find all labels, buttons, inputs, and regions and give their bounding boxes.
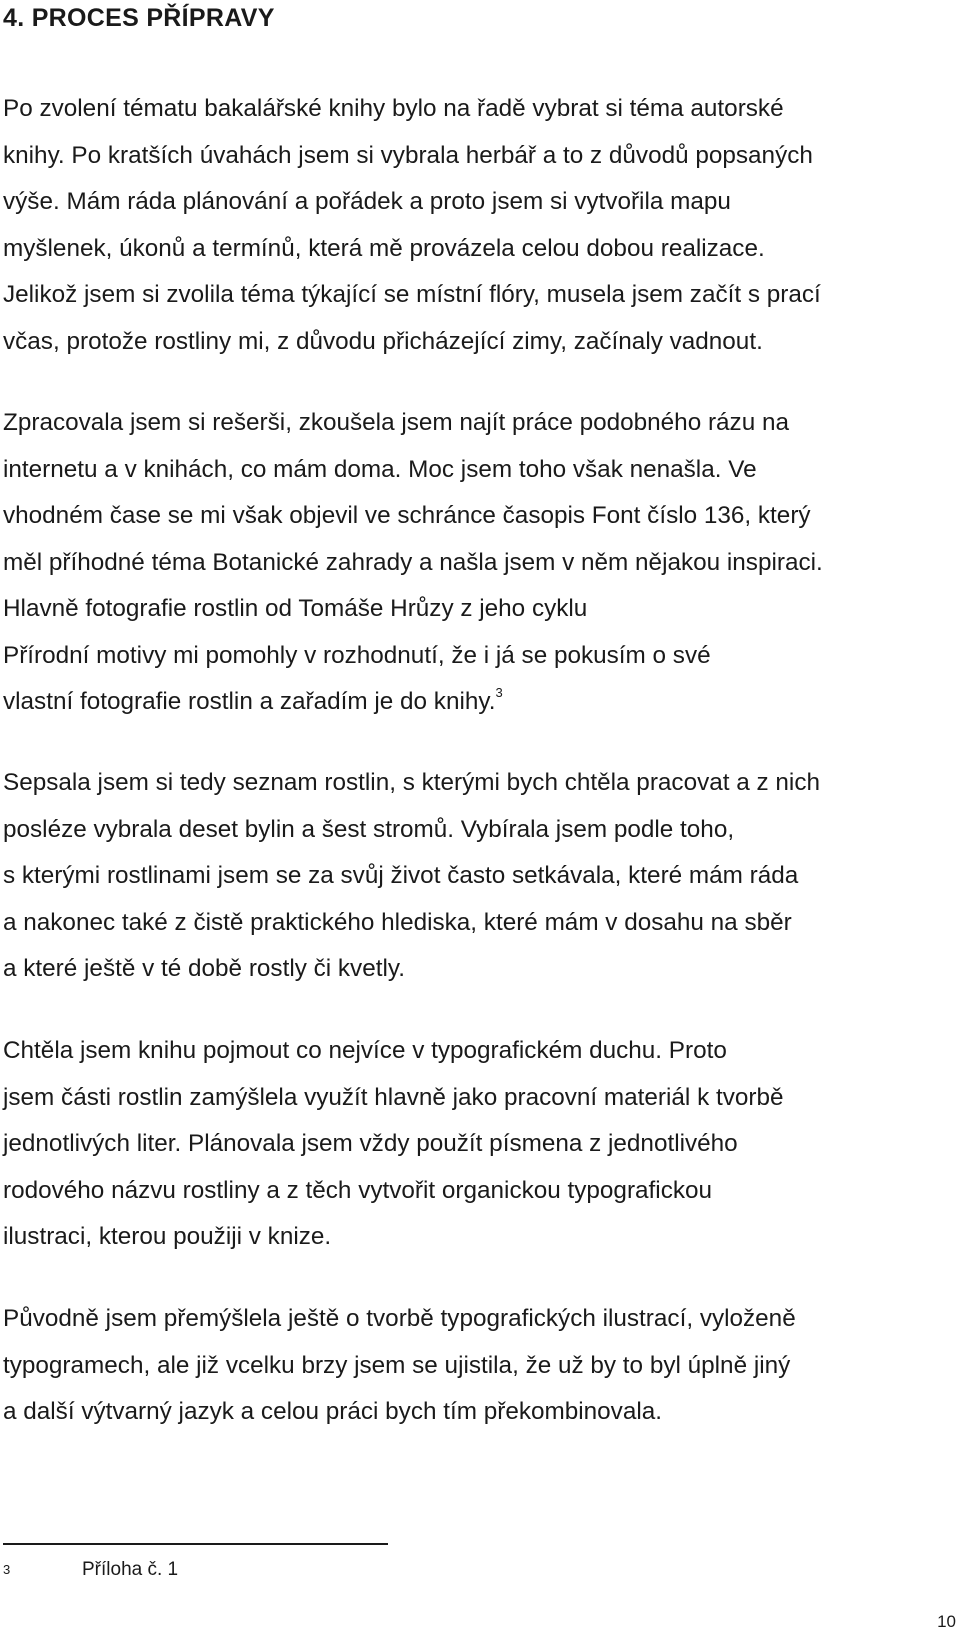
text-line: myšlenek, úkonů a termínů, která mě provázela celou dobou realizace. [3,234,765,262]
footnote-number: 3 [3,1562,11,1577]
text-line: Hlavně fotografie rostlin od Tomáše Hrůzy z jeho cyklu [3,595,588,622]
paragraph-4 [3,1028,953,1261]
text-line: vhodném čase se mi však objevil ve schránce časopis Font číslo 136, který [3,502,811,529]
section-heading: 4. PROCES PŘÍPRAVY [3,4,275,32]
text-line: měl příhodné téma Botanické zahrady a našla jsem v něm nějakou inspiraci. [3,548,823,576]
text-line: Sepsala jsem si tedy seznam rostlin, s kterými bych chtěla pracovat a z nich [3,769,820,796]
text-line: posléze vybrala deset bylin a šest stromů. Vybírala jsem podle toho, [3,815,735,843]
text-line: Jelikož jsem si zvolila téma týkající se místní flóry, musela jsem začít s prací [3,281,821,308]
footnote-divider [3,1543,388,1545]
paragraph-5 [3,1296,953,1436]
footnote-reference[interactable]: 3 [495,685,503,700]
text-line: ilustraci, kterou použiji v knize. [3,1223,332,1250]
text-line: Po zvolení tématu bakalářské knihy bylo na řadě vybrat si téma autorské [3,95,784,122]
text-line: včas, protože rostliny mi, z důvodu přicházející zimy, začínaly vadnout. [3,327,763,355]
text-line: Přírodní motivy mi pomohly v rozhodnutí, že i já se pokusím o své [3,641,711,669]
text-line: rodového názvu rostliny a z těch vytvořit organickou typografickou [3,1176,713,1204]
text-line: jednotlivých liter. Plánovala jsem vždy použít písmena z jednotlivého [3,1130,738,1157]
page-number: 10 [937,1612,956,1631]
text-line: s kterými rostlinami jsem se za svůj život často setkávala, které mám ráda [3,862,799,889]
text-line: knihy. Po kratších úvahách jsem si vybrala herbář a to z důvodů popsaných [3,141,813,169]
text-line: a další výtvarný jazyk a celou práci bych tím překombinovala. [3,1398,663,1425]
text-line-content: vlastní fotografie rostlin a zařadím je do knihy. [3,688,496,715]
text-line: Chtěla jsem knihu pojmout co nejvíce v typografickém duchu. Proto [3,1037,727,1064]
text-line: výše. Mám ráda plánování a pořádek a proto jsem si vytvořila mapu [3,188,731,215]
paragraph-2 [3,400,953,729]
text-line: jsem části rostlin zamýšlela využít hlavně jako pracovní materiál k tvorbě [3,1083,784,1111]
text-line: internetu a v knihách, co mám doma. Moc jsem toho však nenašla. Ve [3,455,757,483]
text-line: Zpracovala jsem si rešerši, zkoušela jsem najít práce podobného rázu na [3,409,789,436]
text-line: a nakonec také z čistě praktického hlediska, které mám v dosahu na sběr [3,908,792,936]
paragraph-1 [3,86,953,365]
text-line: Původně jsem přemýšlela ještě o tvorbě typografických ilustrací, vyloženě [3,1305,796,1332]
footnote-text: Příloha č. 1 [82,1559,179,1580]
text-line [3,679,953,729]
text-line: a které ještě v té době rostly či kvetly. [3,955,405,982]
paragraph-3 [3,760,953,993]
text-line: typogramech, ale již vcelku brzy jsem se ujistila, že už by to byl úplně jiný [3,1351,791,1379]
